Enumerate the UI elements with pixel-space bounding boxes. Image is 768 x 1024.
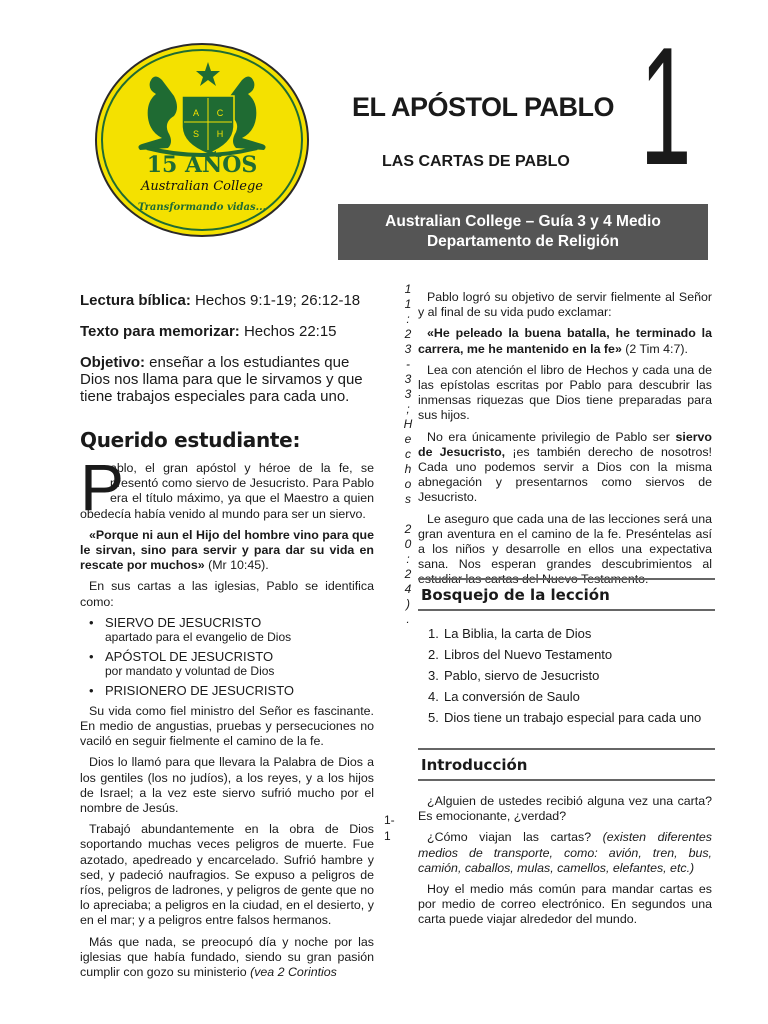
vertical-ref-char: ) xyxy=(406,597,410,611)
vertical-ref-char: e xyxy=(404,432,412,446)
vertical-ref-char: c xyxy=(405,447,411,461)
paragraph-churches xyxy=(80,935,374,981)
memo-label: Texto para memorizar: xyxy=(80,323,240,340)
travel-answer: (existen diferentes medios de transporte, como: avión, tren, bus, camión, caballos, mulas, camellos, elefantes, etc.) xyxy=(418,830,713,875)
vertical-ref-char: H xyxy=(403,417,413,431)
lectura-value: Hechos 9:1-19; 26:12-18 xyxy=(190,292,361,309)
guide-banner xyxy=(338,204,708,260)
logo-letter-a: A xyxy=(192,108,200,118)
paragraph-travel xyxy=(418,830,712,876)
introduccion-body xyxy=(418,794,712,928)
page-number-line-1: 1- xyxy=(384,813,395,827)
quote-text: «He peleado la buena batalla, he terminado la carrera, me he mantenido en la fe» xyxy=(418,326,712,356)
vertical-ref-char: 4 xyxy=(404,582,412,596)
lesson-number: 1 xyxy=(640,12,692,200)
vertical-ref-char: ; xyxy=(406,402,410,416)
page-title: EL APÓSTOL PABLO xyxy=(352,92,615,122)
right-column-body xyxy=(418,290,712,588)
outline-text: La Biblia, la carta de Dios xyxy=(444,626,592,641)
paragraph-intro-text: ablo, el gran apóstol y héroe de la fe, se presentó como siervo de Jesucristo. Para Pablo era el título máximo, ya que el Maestro a quien obedecía había venido al mundo para ser un siervo. xyxy=(80,461,374,521)
paragraph-churches-ref: (vea 2 Corintios xyxy=(246,965,337,980)
vertical-ref-char: 2 xyxy=(404,327,412,341)
logo-school-name: Australian College xyxy=(141,179,263,194)
paragraph-calling: Dios lo llamó para que llevara la Palabra de Dios a los gentiles (los no judíos), a los reyes, y a los hijos de Israel; a la vez este siervo sufrió mucho por el nombre de Jesús. xyxy=(80,755,374,816)
school-logo xyxy=(92,40,312,240)
greeting-heading: Querido estudiante: xyxy=(80,428,301,452)
bullet: • xyxy=(89,648,94,664)
paragraph-email: Hoy el medio más común para mandar cartas es por medio de correo electrónico. En segundos una carta puede viajar alrededor del mundo. xyxy=(418,882,712,927)
texto-memorizar xyxy=(80,323,374,340)
paragraph-read-acts: Lea con atención el libro de Hechos y cada una de las epístolas escritas por Pablo para descubrir las inmensas riquezas que Dios tiene preparadas para sus hijos. xyxy=(418,362,712,423)
outline-text: La conversión de Saulo xyxy=(444,689,580,704)
logo-letter-c: C xyxy=(216,108,224,118)
quote-reference: (Mr 10:45). xyxy=(204,558,269,573)
quote-mark-10-45 xyxy=(80,528,374,574)
quote-reference: (2 Tim 4:7). xyxy=(621,341,688,356)
paragraph-letter-question: ¿Alguien de ustedes recibió alguna vez una carta? Es emocionante, ¿verdad? xyxy=(418,794,712,824)
vertical-ref-char: 1 xyxy=(404,282,412,296)
vertical-ref-char: 1 xyxy=(404,297,412,311)
paragraph-perils: Trabajó abundantemente en la obra de Dios soportando muchas veces peligros de muerte. Fue azotado, apedreado y encarcelado. Sufrió hambre y sed, y padeció naufragios. Se expuso a peligros de ríos, peligros de ladrones, y peligros de gente que no lo apreciaba; a peligros en la ciudad, en el desierto, y en el mar; y a peligros entre falsos hermanos. xyxy=(80,822,374,928)
paragraph-adventure: Le aseguro que cada una de las lecciones será una gran aventura en el camino de la fe. Preséntelas así a los niños y desarrolle en ellos una expectativa sana. Nos esperan grandes descubrimientos al estudiar las cartas del Nuevo Testamento. xyxy=(418,511,712,587)
vertical-ref-char: - xyxy=(406,357,410,371)
paragraph-churches-text: Más que nada, se preocupó día y noche por las iglesias que había fundado, siendo su gran pasión cumplir con gozo su ministerio xyxy=(80,934,374,980)
vertical-ref-char: 3 xyxy=(404,387,412,401)
vertical-ref-char: 2 xyxy=(404,522,412,536)
privilege-text-b: ¡es también derecho de nosotros! Cada uno podemos servir a Dios con la misma abnegación y presentarnos como siervos de Jesucristo. xyxy=(418,444,712,505)
vertical-ref-char: s xyxy=(405,492,411,506)
list-item xyxy=(80,683,374,698)
outline-number: 3. xyxy=(428,668,439,683)
outline-number: 5. xyxy=(428,710,439,725)
lectura-label: Lectura bíblica: xyxy=(80,292,191,309)
outline-text: Pablo, siervo de Jesucristo xyxy=(444,668,600,683)
bosquejo-heading: Bosquejo de la lección xyxy=(418,578,715,611)
paragraph-objective: Pablo logró su objetivo de servir fielmente al Señor y al final de su vida pudo exclamar: xyxy=(418,290,712,320)
title-sub: apartado para el evangelio de Dios xyxy=(105,629,292,644)
title-sub: por mandato y voluntad de Dios xyxy=(105,663,275,678)
list-item xyxy=(80,615,374,645)
privilege-bold: siervo de Jesucristo, xyxy=(418,429,712,459)
banner-line-2: Departamento de Religión xyxy=(426,233,620,250)
page-subtitle: LAS CARTAS DE PABLO xyxy=(382,153,570,170)
vertical-reference xyxy=(402,282,414,627)
introduccion-heading: Introducción xyxy=(418,748,715,781)
paragraph-identifies: En sus cartas a las iglesias, Pablo se identifica como: xyxy=(80,579,374,609)
vertical-ref-char: 3 xyxy=(404,372,412,386)
travel-question: ¿Cómo viajan las cartas? xyxy=(427,830,592,845)
page-number xyxy=(384,812,395,844)
left-column-body xyxy=(80,461,374,980)
vertical-ref-char: 2 xyxy=(404,567,412,581)
vertical-ref-char: . xyxy=(406,612,410,626)
title-main: SIERVO DE JESUCRISTO xyxy=(105,614,262,630)
privilege-text-a: No era únicamente privilegio de Pablo ser xyxy=(427,429,676,444)
outline-text: Dios tiene un trabajo especial para cada uno xyxy=(444,710,702,725)
page-number-line-2: 1 xyxy=(384,829,391,843)
quote-2tim-4-7 xyxy=(418,326,712,356)
vertical-ref-char: o xyxy=(404,477,412,491)
logo-letter-s: S xyxy=(192,129,200,139)
quote-text: «Porque ni aun el Hijo del hombre vino para que le sirvan, sino para servir y para dar su vida en rescate por muchos» xyxy=(80,527,374,573)
bullet: • xyxy=(89,682,94,698)
bullet: • xyxy=(89,614,94,630)
drop-cap: P xyxy=(80,450,125,524)
objetivo-value: enseñar a los estudiantes que Dios nos llama para que le sirvamos y que tiene trabajos especiales para cada uno. xyxy=(80,354,363,405)
logo-emblem xyxy=(92,40,312,240)
outline-number: 1. xyxy=(428,626,439,641)
banner-line-1: Australian College – Guía 3 y 4 Medio xyxy=(385,213,661,230)
vertical-ref-char: 3 xyxy=(404,342,412,356)
objetivo xyxy=(80,354,374,405)
vertical-ref-char: 0 xyxy=(404,537,412,551)
list-item xyxy=(428,710,701,725)
lesson-outline xyxy=(428,626,701,731)
list-item xyxy=(80,649,374,679)
lectura-biblica xyxy=(80,292,374,309)
objetivo-label: Objetivo: xyxy=(80,354,146,371)
title-main: PRISIONERO DE JESUCRISTO xyxy=(105,682,295,698)
vertical-ref-char xyxy=(402,507,414,522)
title-main: APÓSTOL DE JESUCRISTO xyxy=(105,648,274,664)
paragraph-intro xyxy=(80,461,374,522)
pablo-titles-list xyxy=(80,615,374,698)
memo-value: Hechos 22:15 xyxy=(239,323,337,340)
paragraph-life: Su vida como fiel ministro del Señor es fascinante. En medio de angustias, pruebas y persecuciones no vaciló en seguir fielmente el camino de la fe. xyxy=(80,703,374,749)
logo-letter-h: H xyxy=(216,129,224,139)
outline-number: 4. xyxy=(428,689,439,704)
outline-number: 2. xyxy=(428,647,439,662)
list-item xyxy=(428,626,701,641)
logo-motto: Transformando vidas... xyxy=(137,202,267,213)
list-item xyxy=(428,668,701,683)
list-item xyxy=(428,689,701,704)
vertical-ref-char: : xyxy=(406,552,410,566)
list-item xyxy=(428,647,701,662)
vertical-ref-char: h xyxy=(404,462,412,476)
logo-years: 15 AÑOS xyxy=(146,152,258,178)
paragraph-privilege xyxy=(418,430,712,506)
vertical-ref-char: : xyxy=(406,312,410,326)
outline-text: Libros del Nuevo Testamento xyxy=(444,647,613,662)
